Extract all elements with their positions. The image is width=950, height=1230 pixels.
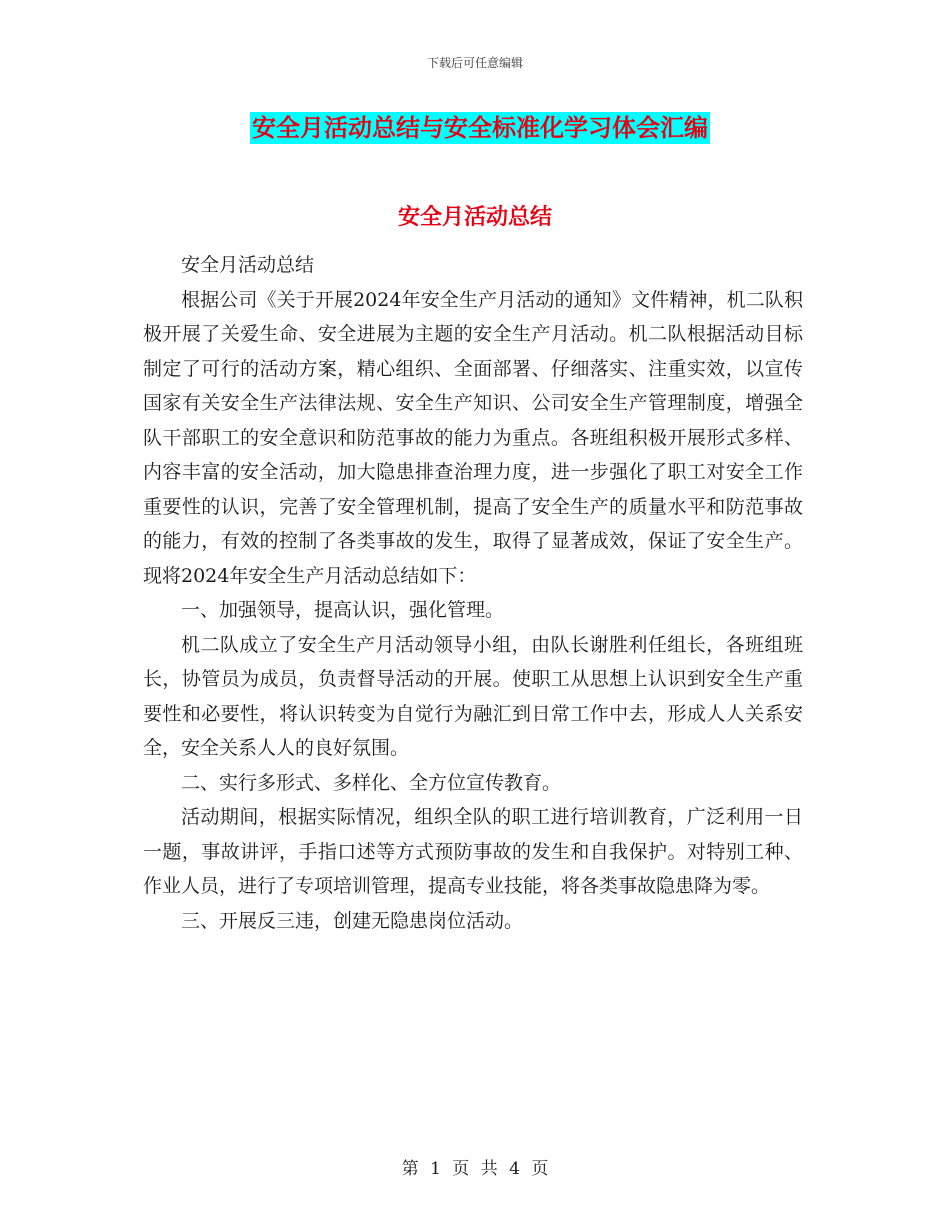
paragraph: 根据公司《关于开展2024年安全生产月活动的通知》文件精神，机二队积极开展了关爱生命、安全进展为主题的安全生产月活动。机二队根据活动目标制定了可行的活动方案，精心组织、全面部署、仔细落实、注重实效，以宣传国家有关安全生产法律法规、安全生产知识、公司安全生产管理制度，增强全队干部职工的安全意识和防范事故的能力为重点。各班组积极开展形式多样、内容丰富的安全活动，加大隐患排查治理力度，进一步强化了职工对安全工作重要性的认识，完善了安全管理机制，提高了安全生产的质量水平和防范事故的能力，有效的控制了各类事故的发生，取得了显著成效，保证了安全生产。现将2024年安全生产月活动总结如下：	[143, 288, 803, 587]
document-title: 安全月活动总结与安全标准化学习体会汇编	[252, 114, 708, 142]
section-heading-1: 一、加强领导，提高认识，强化管理。	[181, 599, 505, 621]
paragraph: 机二队成立了安全生产月活动领导小组，由队长谢胜利任组长，各班组班长，协管员为成员，负责督导活动的开展。使职工从思想上认识到安全生产重要性和必要性，将认识转变为自觉行为融汇到日常工作中去，形成人人关系安全，安全关系人人的良好氛围。	[143, 633, 803, 759]
section-title: 安全月活动总结	[397, 205, 552, 230]
document-body	[143, 248, 803, 938]
paragraph: 活动期间，根据实际情况，组织全队的职工进行培训教育，广泛利用一日一题，事故讲评，手指口述等方式预防事故的发生和自我保护。对特别工种、作业人员，进行了专项培训管理，提高专业技能，将各类事故隐患降为零。	[143, 806, 803, 897]
paragraph: 安全月活动总结	[181, 254, 315, 276]
section-heading-3: 三、开展反三违，创建无隐患岗位活动。	[181, 909, 524, 932]
section-heading-2: 二、实行多形式、多样化、全方位宣传教育。	[181, 771, 562, 794]
header-note: 下载后可任意编辑	[426, 56, 523, 70]
page-number-footer: 第 1 页 共 4 页	[401, 1159, 549, 1179]
